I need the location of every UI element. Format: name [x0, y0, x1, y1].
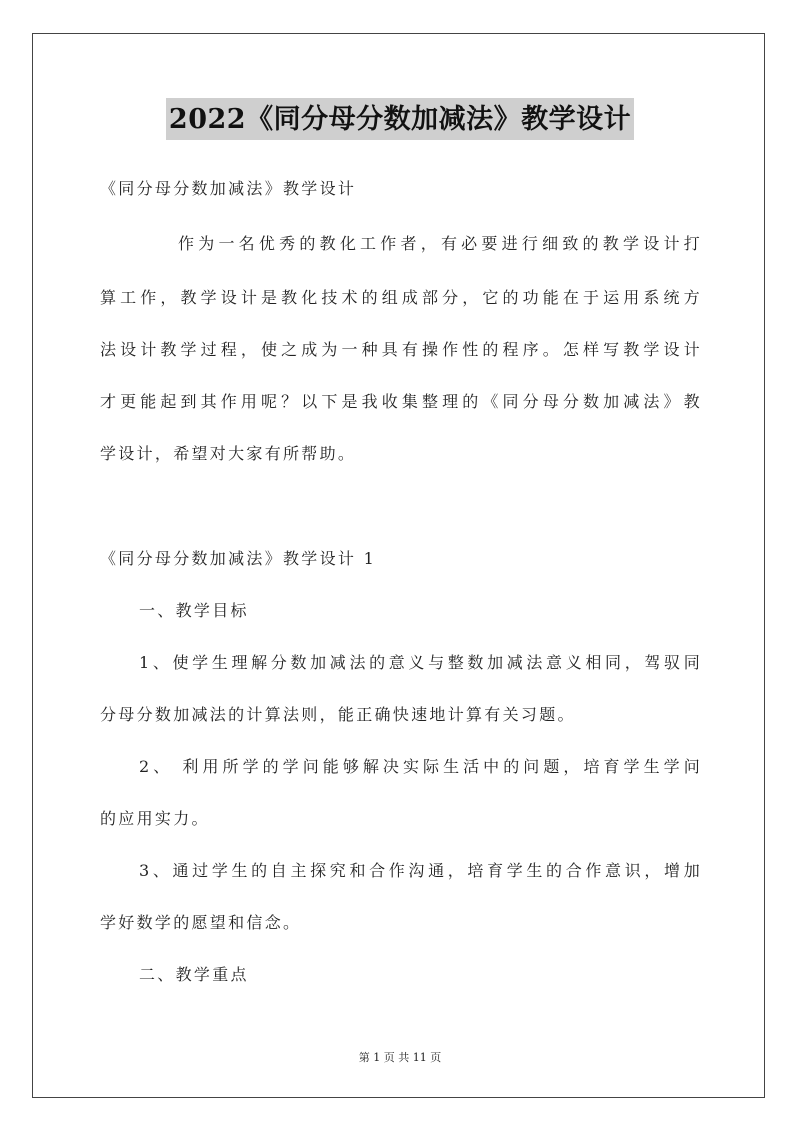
subtitle: 《同分母分数加减法》教学设计 [100, 179, 357, 198]
section-title: 《同分母分数加减法》教学设计 1 [100, 549, 377, 568]
intro-line: 才更能起到其作用呢？以下是我收集整理的《同分母分数加减法》教 [100, 392, 702, 411]
intro-line: 作为一名优秀的教化工作者，有必要进行细致的教学设计打 [178, 234, 702, 253]
goal-3-line: 学好数学的愿望和信念。 [100, 913, 302, 932]
intro-line: 算工作，教学设计是教化技术的组成部分，它的功能在于运用系统方 [100, 288, 702, 307]
document-title: 2022《同分母分数加减法》教学设计 [166, 98, 634, 140]
goal-3-line: 3、通过学生的自主探究和合作沟通，培育学生的合作意识，增加 [139, 861, 702, 880]
goal-2-line: 的应用实力。 [100, 809, 210, 828]
intro-line: 法设计教学过程，使之成为一种具有操作性的程序。怎样写教学设计 [100, 340, 702, 359]
heading-teaching-focus: 二、教学重点 [139, 965, 249, 984]
intro-line: 学设计，希望对大家有所帮助。 [100, 444, 357, 463]
title-container [0, 98, 800, 140]
page-footer: 第 1 页 共 11 页 [358, 1051, 442, 1064]
goal-1-line: 分母分数加减法的计算法则，能正确快速地计算有关习题。 [100, 705, 576, 724]
heading-teaching-goals: 一、教学目标 [139, 601, 249, 620]
goal-2-line: 2、 利用所学的学问能够解决实际生活中的问题，培育学生学问 [139, 757, 702, 776]
goal-1-line: 1、使学生理解分数加减法的意义与整数加减法意义相同，驾驭同 [139, 653, 702, 672]
